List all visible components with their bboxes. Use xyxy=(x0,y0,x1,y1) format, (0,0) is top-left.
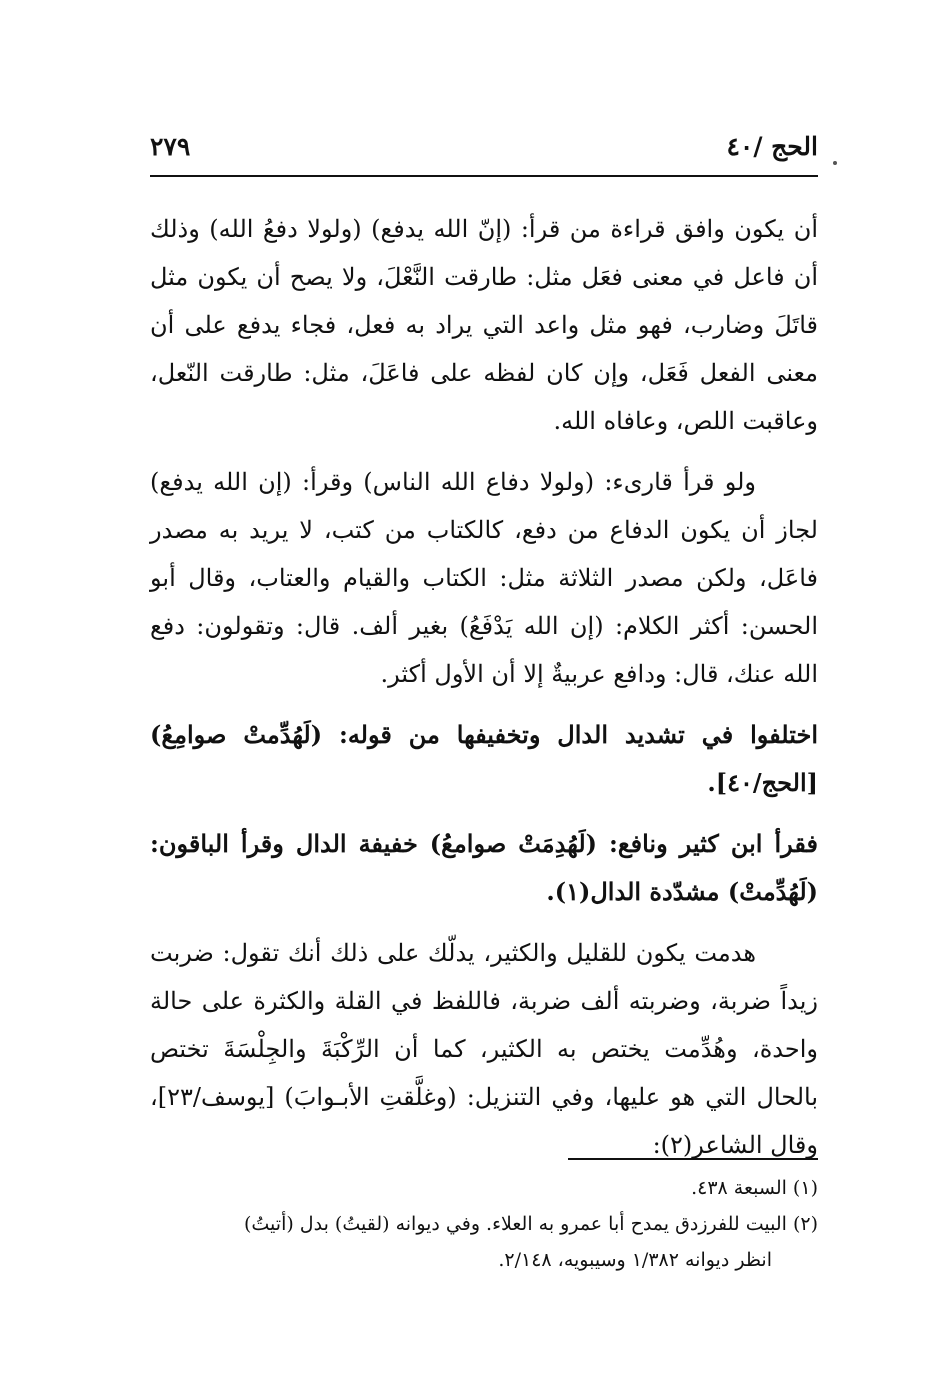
paragraph-1: أن يكون وافق قراءة من قرأ: (إنّ الله يدفع) (ولولا دفعُ الله) وذلك أن فاعل في معنى فعَل مثل: طارقت النَّعْلَ، ولا يصح أن يكون مثل قاتَلَ وضارب، فهو مثل واعد التي يراد به فعل، فجاء يدفع على أن معنى الفعل فَعَل، وإن كان لفظه على فاعَلَ، مثل: طارقت النّعل، وعاقبت اللص، وعافاه الله. xyxy=(150,215,818,435)
page-header xyxy=(150,128,818,176)
header-divider xyxy=(150,175,818,177)
paragraph-5: هدمت يكون للقليل والكثير، يدلّك على ذلك أنك تقول: ضربت زيداً ضربة، وضربته ألف ضربة، فاللفظ في القلة والكثرة على حالة واحدة، وهُدِّمت يختص به الكثير، كما أن الرِّكْبَةَ والجِلْسَةَ تختص بالحال التي هو عليها، وفي التنزيل: (وغلَّقتِ الأبـوابَ) [يوسف/٢٣]، وقال الشاعر(٢): xyxy=(150,939,818,1159)
footnote-1: (١) السبعة ٤٣٨. xyxy=(691,1177,818,1199)
paragraph-4: فقرأ ابن كثير ونافع: (لَهُدِمَتْ صوامعُ) خفيفة الدال وقرأ الباقون: (لَهُدِّمتْ) مشدّدة الدال(١). xyxy=(150,829,818,906)
running-title: الحج /٤٠ xyxy=(726,132,818,161)
paragraph-3-heading: اختلفوا في تشديد الدال وتخفيفها من قوله: (لَهُدِّمتْ صوامِعُ) [الحج/٤٠]. xyxy=(150,720,818,797)
main-text xyxy=(150,205,818,1182)
footnotes xyxy=(150,1170,818,1278)
paragraph-2: ولو قرأ قارىء: (ولولا دفاع الله الناس) وقرأ: (إن الله يدفع) لجاز أن يكون الدفاع من دفع، كالكتاب من كتب، لا يريد به مصدر فاعَل، ولكن مصدر الثلاثة مثل: الكتاب والقيام والعتاب، وقال أبو الحسن: أكثر الكلام: (إن الله يَدْفَعُ) بغير ألف. قال: وتقولون: دفع الله عنك، قال: ودافع عربيةٌ إلا أن الأول أكثر. xyxy=(150,468,819,688)
footnote-2: (٢) البيت للفرزدق يمدح أبا عمرو به العلاء. وفي ديوانه (لقيتُ) بدل (أتيتُ) xyxy=(243,1213,818,1235)
margin-dot xyxy=(833,161,837,165)
footnote-2-continuation: انظر ديوانه ١/٣٨٢ وسيبويه، ٢/١٤٨. xyxy=(498,1249,772,1271)
page-number: ٢٧٩ xyxy=(150,132,191,161)
footnote-divider xyxy=(568,1158,818,1160)
